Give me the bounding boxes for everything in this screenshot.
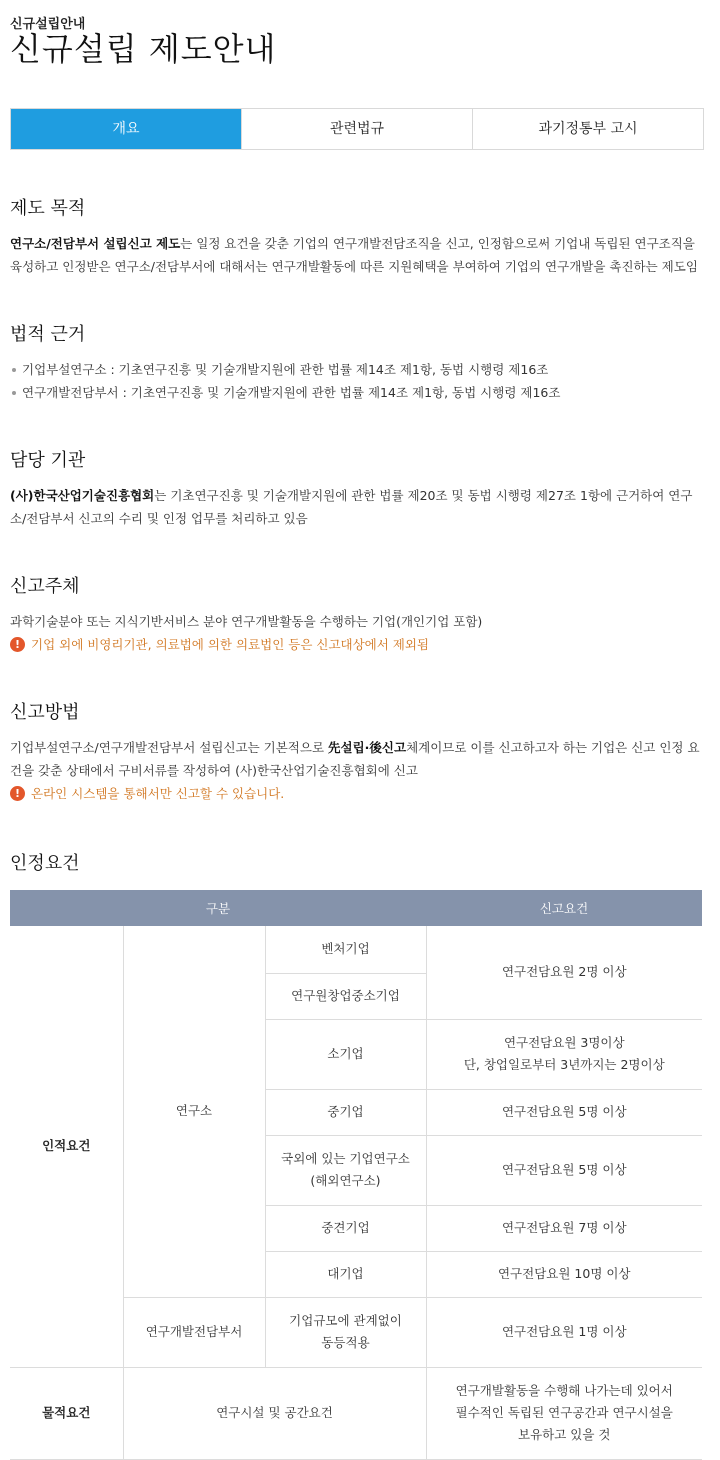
section-subject xyxy=(10,572,710,656)
notice-text: 온라인 시스템을 통해서만 신고할 수 있습니다. xyxy=(31,786,285,801)
tab-ministry-notice[interactable]: 과기정통부 고시 xyxy=(538,121,638,137)
subject-notice xyxy=(10,633,710,656)
requirement-value: 연구전담요원 1명 이상 xyxy=(426,1297,702,1367)
company-type: 소기업 xyxy=(265,1019,426,1089)
method-notice xyxy=(10,782,710,805)
alert-icon: ! xyxy=(10,786,25,801)
list-item: 연구개발전담부서 : 기초연구진흥 및 기술개발지원에 관한 법률 제14조 제1항, 동법 시행령 제16조 xyxy=(10,381,710,404)
section-legal xyxy=(10,320,710,404)
physical-type: 연구시설 및 공간요건 xyxy=(123,1367,426,1459)
requirement-value: 연구전담요원 7명 이상 xyxy=(426,1205,702,1251)
column-header: 신고요건 xyxy=(426,890,702,926)
section-requirements xyxy=(10,849,710,1460)
agency-text: (사)한국산업기술진흥협회는 기초연구진흥 및 기술개발지원에 관한 법률 제20조 및 동법 시행령 제27조 1항에 근거하여 연구소/전담부서 신고의 수리 및 인정 업무를 처리하고 있음 xyxy=(10,488,693,526)
tab-bar xyxy=(10,108,704,150)
breadcrumb: 신규설립안내 xyxy=(10,17,86,32)
alert-icon: ! xyxy=(10,637,25,652)
requirement-value: 연구개발활동을 수행해 나가는데 있어서 필수적인 독립된 연구공간과 연구시설을 보유하고 있을 것 xyxy=(426,1367,702,1459)
legal-list xyxy=(10,358,710,404)
requirement-value: 연구전담요원 10명 이상 xyxy=(426,1251,702,1297)
company-type: 중견기업 xyxy=(265,1205,426,1251)
method-text: 기업부설연구소/연구개발전담부서 설립신고는 기본적으로 先설립·後신고체계이므로 이를 신고하고자 하는 기업은 신고 인정 요건을 갖춘 상태에서 구비서류를 작성하여 (사)한국산업기술진흥협회에 신고 xyxy=(10,740,700,778)
section-heading: 인정요건 xyxy=(10,853,80,874)
section-purpose xyxy=(10,194,710,278)
company-type: 벤처기업 xyxy=(265,926,426,973)
section-agency xyxy=(10,446,710,530)
requirements-table xyxy=(10,890,702,1460)
section-heading: 제도 목적 xyxy=(10,198,86,219)
company-type: 중기업 xyxy=(265,1089,426,1135)
lab-label: 연구소 xyxy=(123,926,265,1297)
notice-text: 기업 외에 비영리기관, 의료법에 의한 의료법인 등은 신고대상에서 제외됨 xyxy=(31,637,430,652)
section-heading: 신고방법 xyxy=(10,702,80,723)
column-header: 구분 xyxy=(10,890,426,926)
purpose-text: 연구소/전담부서 설립신고 제도는 일정 요건을 갖춘 기업의 연구개발전담조직을 신고, 인정함으로써 기업내 독립된 연구조직을 육성하고 인정받은 연구소/전담부서에 대해서는 연구개발활동에 따른 지원혜택을 부여하여 기업의 연구개발을 촉진하는 제도임 xyxy=(10,236,698,274)
table-header-row xyxy=(10,890,702,926)
table-row xyxy=(10,926,702,973)
requirement-value: 연구전담요원 5명 이상 xyxy=(426,1135,702,1205)
subject-text: 과학기술분야 또는 지식기반서비스 분야 연구개발활동을 수행하는 기업(개인기업 포함) xyxy=(10,614,483,629)
personnel-label: 인적요건 xyxy=(10,926,123,1367)
section-heading: 법적 근거 xyxy=(10,324,86,345)
dept-label: 연구개발전담부서 xyxy=(123,1297,265,1367)
section-method xyxy=(10,698,710,805)
company-type: 기업규모에 관계없이 동등적용 xyxy=(265,1297,426,1367)
company-type: 국외에 있는 기업연구소 (해외연구소) xyxy=(265,1135,426,1205)
section-heading: 신고주체 xyxy=(10,576,80,597)
tab-overview[interactable]: 개요 xyxy=(11,109,242,149)
company-type: 연구원창업중소기업 xyxy=(265,973,426,1019)
page-title: 신규설립 제도안내 xyxy=(10,30,277,68)
requirement-value: 연구전담요원 5명 이상 xyxy=(426,1089,702,1135)
requirement-value: 연구전담요원 2명 이상 xyxy=(426,926,702,1019)
company-type: 대기업 xyxy=(265,1251,426,1297)
table-row xyxy=(10,1367,702,1459)
physical-label: 물적요건 xyxy=(10,1367,123,1459)
tab-related-laws[interactable]: 관련법규 xyxy=(242,109,473,149)
list-item: 기업부설연구소 : 기초연구진흥 및 기술개발지원에 관한 법률 제14조 제1항, 동법 시행령 제16조 xyxy=(10,358,710,381)
requirement-value: 연구전담요원 3명이상 단, 창업일로부터 3년까지는 2명이상 xyxy=(426,1019,702,1089)
section-heading: 담당 기관 xyxy=(10,450,86,471)
